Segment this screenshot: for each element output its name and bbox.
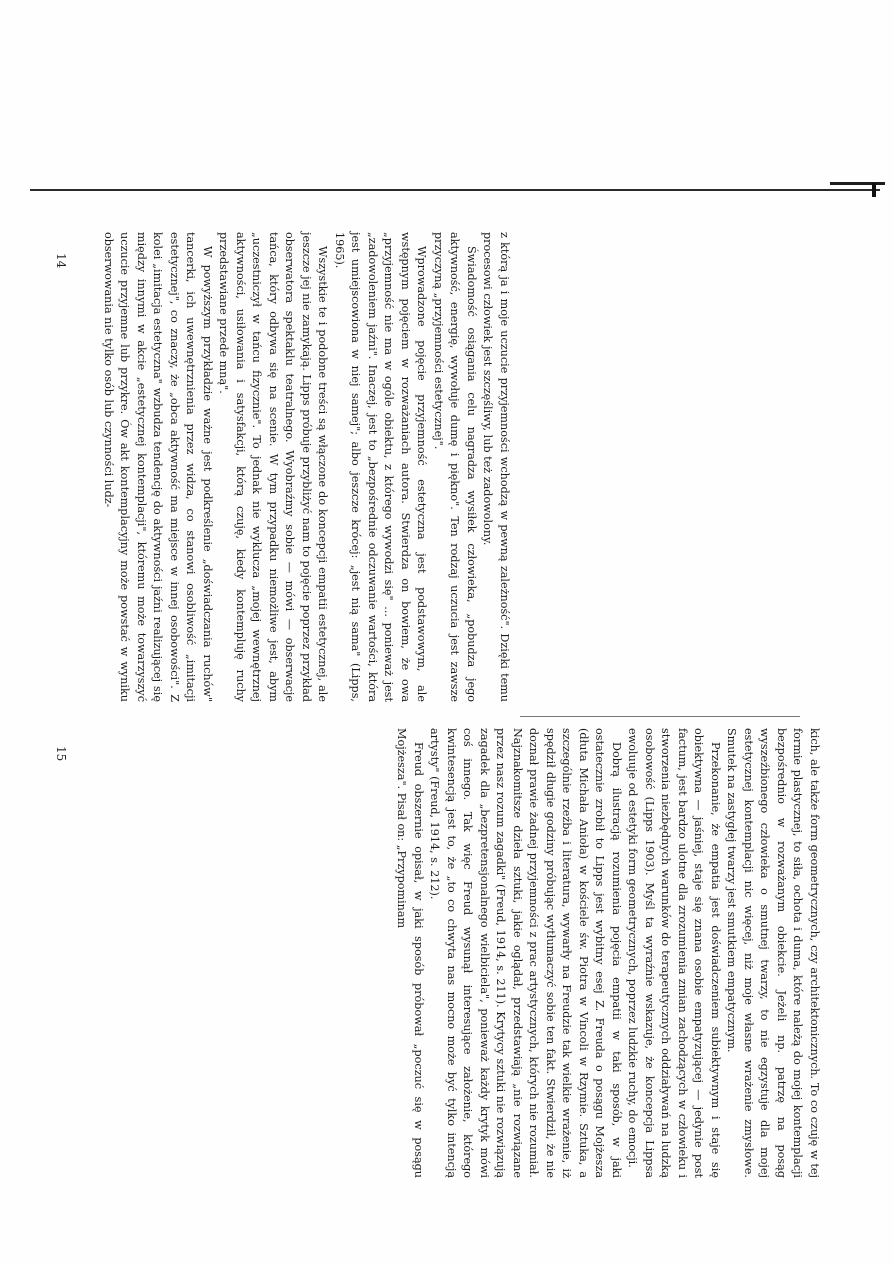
left-paragraph-3: Wprowadzone pojęcie przyjemność estetyczna jest podstawowym, ale wstępnym pojęciem w rozważaniach autora. Stwierdza on bowiem, że owa „przyjemność nie ma w ogóle obiektu, z którego wywodzi się" ... ponieważ jest „zadowoleniem jaźni". Inaczej, jest to „bezpośrednie odczuwanie wartości, która jest umiejscowiona w niej samej"; albo jeszcze krócej: „jest nią sama" (Lipps, 1965). [333,232,429,702]
page-number-right: 15 [54,746,68,762]
left-paragraph-1: z którą ja i moje uczucie przyjemności wchodzą w pewną zależność". Dzięki temu procesowi człowiek jest szczęśliwy, lub też zadowolony. [481,232,511,702]
corner-mark [872,183,876,197]
scan-edge-mark [830,182,885,185]
left-paragraph-5: W powyższym przykładzie ważne jest podkreślenie „doświadczania ruchów" tancerki, ich uwewnętrznienia przez widza, co stanowi osobliwość „imitacji estetycznej", co znaczy, że „obca aktywność ma miejsce w innej osobowości". Z kolei „imitacja estetyczna" wzbudza tendencję do aktywności jaźni realizującej się między innymi w akcie „estetycznej kontemplacji", któremu może towarzyszyć uczucie przyjemne lub przykre. Ów akt kontemplacyjny może powstać w wyniku obserwowania nie tylko osób lub czynności ludz- [102,232,214,702]
left-paragraph-2: Świadomość osiągania celu nagradza wysiłek człowieka, „pobudza jego aktywność, energię, wywołuje dumę i piękno". Ten rodzaj uczucia jest zawsze przyczyną „przyjemności estetycznej". [432,232,478,702]
left-paragraph-4: Wszystkie te i podobne treści są włączone do koncepcji empatii estetycznej, ale jeszcze jej nie zamykają. Lipps próbuje przybliżyć nam to pojęcie poprzez przykład obserwatora spektaklu teatralnego. Wyobraźmy sobie — mówi — obserwacje tańca, który odbywa się na scenie. W tym przypadku niemożliwe jest, abym „uczestniczył w tańcu fizycznie". To jednak nie wyklucza „mojej wewnętrznej aktywności, usiłowania i satysfakcji, którą czuję, kiedy kontempluję ruchy przedstawiane przede mną". [217,232,330,702]
left-page-text [100,232,513,702]
page-number-left: 14 [54,253,68,269]
right-paragraph-2: Przekonanie, że empatia jest doświadczeniem subiektywnym i staje się obiektywna — jaśniej, staje się znana osobie empatyzującej — jedynie post factum, jest bardzo ulotne dla zrozumienia zmian zachodzących w człowieku i stworzenia niezbędnych warunków do terapeutycznych oddziaływań na ludzką osobowość (Lipps 1903). Myśl ta wyraźnie wskazuje, że koncepcja Lippsa ewoluuje od estetyki form geometrycznych, poprzez ludzkie ruchy, do emocji. [626,728,722,1178]
right-paragraph-3: Dobrą ilustracją rozumienia pojęcia empatii w taki sposób, w jaki ostatecznie zrobił to Lipps jest wybitny esej Z. Freuda o posągu Mojżesza (dłuta Michała Anioła) w kościele św. Piotra w Vincoli w Rzymie. Sztuka, a szczególnie rzeźba i literatura, wywarły na Freudzie tak wielkie wrażenie, iż spędził długie godziny próbując wytłumaczyć sobie ten fakt. Stwierdził, że nie doznał prawie żadnej przyjemności z prac artystycznych, których nie rozumiał. Najznakomitsze dzieła sztuki, jakie oglądał, przedstawiają „nie rozwiązane przez nasz rozum zagadki" (Freud, 1914, s. 211). Krytycy sztuki nie rozwiązują zagadek dla „bezpretensjonalnego wielbiciela", ponieważ każdy krytyk mówi coś innego. Tak więc Freud wysunął interesujące założenie, którego kwintesencją jest to, że „to co chwyta nas mocno może być tylko intencją artysty" (Freud, 1914, s. 212). [428,728,623,1178]
scan-fold-line [30,189,880,191]
right-paragraph-1: kich, ale także form geometrycznych, czy architektonicznych. To co czuję w tej formie plastycznej, to siła, ochota i duma, które należą do mojej kontemplacji bezpośrednio w rozważanym obiekcie. Jeżeli np. patrzę na posąg wyszeźbionego człowieka o smutnej twarzy, to nie egzystuje dla mojej estetycznej kontemplacji nic więcej, niż moje własne wrażenie zmysłowe. Smutek na zastygłej twarzy jest smutkiem empatycznym. [725,728,821,1178]
page-gutter-line [520,716,800,717]
right-page-text [393,728,822,1178]
right-paragraph-4: Freud obszernie opisał, w jaki sposób próbował „poczuć się w posągu Mojżesza". Pisał on: „Przypominam [395,728,425,1178]
